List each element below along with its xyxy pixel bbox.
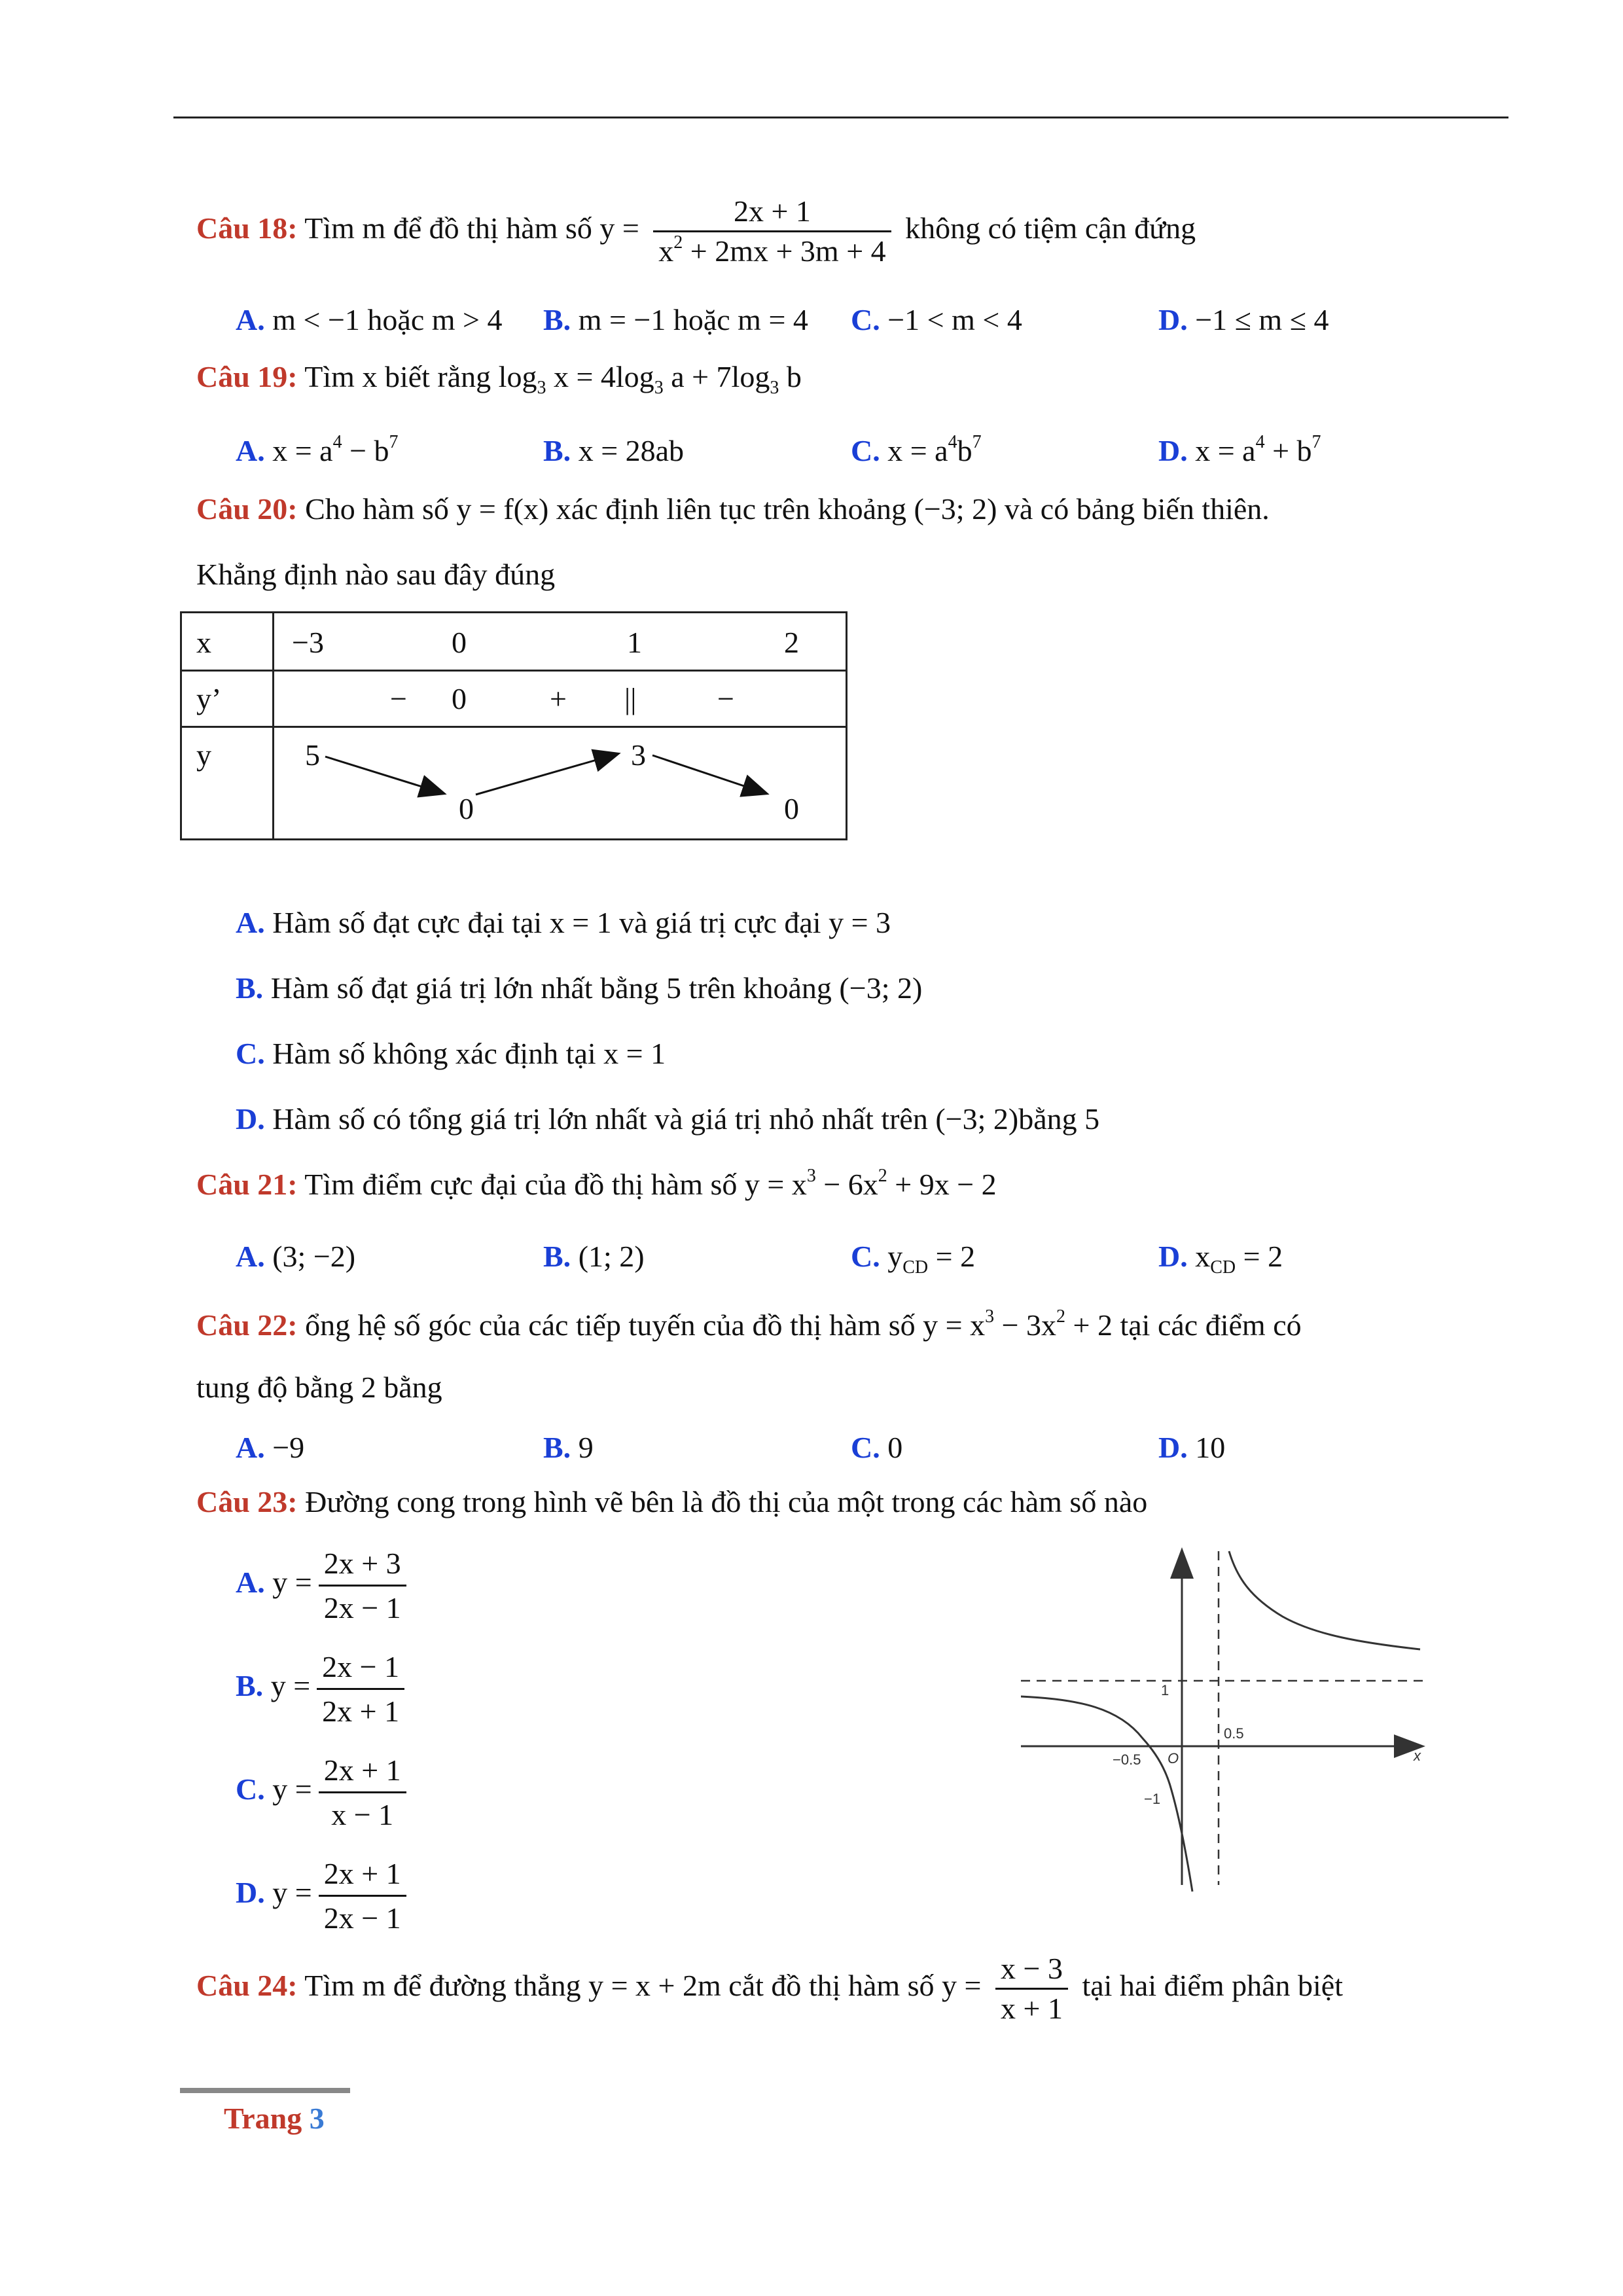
q19-equation xyxy=(498,360,802,398)
q23-b-num: 2x − 1 xyxy=(322,1650,400,1683)
q21-eq-b: − 6x xyxy=(815,1168,878,1201)
q19-c-e1: 4 xyxy=(948,432,957,452)
q18-option-d-label: D. xyxy=(1158,303,1188,336)
q19-sub-3: 3 xyxy=(770,378,779,398)
q19-a-mid: − b xyxy=(342,434,389,467)
page-number: 3 xyxy=(309,2102,325,2135)
table-y-val: 5 xyxy=(305,738,320,772)
q23-label: Câu 23: xyxy=(196,1485,298,1518)
q19-a-e2: 7 xyxy=(389,432,399,452)
table-yp-val: − xyxy=(717,682,734,715)
q22-e2: 2 xyxy=(1056,1306,1066,1327)
q24-text-after: tại hai điểm phân biệt xyxy=(1082,1969,1343,2003)
q19-sub-1: 3 xyxy=(537,378,546,398)
q20-label: Câu 20: xyxy=(196,492,298,526)
q22-option-c-text: 0 xyxy=(887,1431,903,1464)
graph-label-m05: −0.5 xyxy=(1113,1751,1141,1768)
q19-eq-b: x = 4log xyxy=(546,360,654,393)
graph-label-05: 0.5 xyxy=(1224,1725,1244,1742)
q23-c-frac xyxy=(319,1753,406,1832)
q23-b-den: 2x + 1 xyxy=(317,1688,404,1729)
table-yp-val: 0 xyxy=(452,682,467,715)
q23-b-frac xyxy=(317,1649,404,1729)
q24-stem xyxy=(196,1954,1343,2024)
q18-option-c-label: C. xyxy=(851,303,880,336)
q18-option-a-label: A. xyxy=(236,303,265,336)
q20-option-b-text: Hàm số đạt giá trị lớn nhất bằng 5 trên khoảng (−3; 2) xyxy=(270,971,923,1005)
q22-option-c[interactable] xyxy=(851,1430,902,1465)
q20-option-c-text: Hàm số không xác định tại x = 1 xyxy=(272,1037,666,1070)
q19-c-mid: b xyxy=(957,434,972,467)
q23-d-den: 2x − 1 xyxy=(319,1895,406,1935)
q23-a-num: 2x + 3 xyxy=(323,1547,401,1580)
top-rule xyxy=(173,117,1508,118)
q20-option-d-text: Hàm số có tổng giá trị lớn nhất và giá trị nhỏ nhất trên (−3; 2)bằng 5 xyxy=(272,1102,1100,1136)
q23-a-den: 2x − 1 xyxy=(319,1585,406,1625)
q21-option-a[interactable] xyxy=(236,1239,355,1274)
q19-d-base: x = a xyxy=(1195,434,1256,467)
q20-stem xyxy=(196,494,1270,524)
q22-option-d-text: 10 xyxy=(1195,1431,1226,1464)
q22-eq-a: y = x xyxy=(923,1308,986,1342)
q23-option-d-label: D. xyxy=(236,1876,265,1910)
table-y-val: 0 xyxy=(459,792,474,825)
q18-option-d-text: −1 ≤ m ≤ 4 xyxy=(1195,303,1329,336)
q20-option-b[interactable] xyxy=(236,971,922,1005)
table-row-yp-label: y’ xyxy=(196,682,222,715)
arrow-up xyxy=(476,754,617,795)
table-row-x-label: x xyxy=(196,626,211,659)
q23-c-lhs: y = xyxy=(272,1772,312,1806)
q23-b-lhs: y = xyxy=(270,1669,311,1703)
graph-label-x: x xyxy=(1414,1748,1421,1764)
q18-option-c-text: −1 < m < 4 xyxy=(887,303,1022,336)
q23-c-den: x − 1 xyxy=(319,1791,406,1832)
q21-e1: 3 xyxy=(806,1166,816,1186)
q23-option-d[interactable] xyxy=(236,1856,413,1935)
q18-label: Câu 18: xyxy=(196,211,298,245)
q19-b-base: x = 28ab xyxy=(578,434,685,467)
q22-text-after: tại các điểm có xyxy=(1120,1308,1302,1342)
q23-graph xyxy=(1021,1545,1440,1898)
q21-option-a-label: A. xyxy=(236,1240,265,1273)
q19-eq-a: log xyxy=(498,360,537,393)
q21-eq-c: + 9x − 2 xyxy=(887,1168,997,1201)
q22-eq-b: − 3x xyxy=(994,1308,1057,1342)
q21-equation xyxy=(745,1168,997,1201)
q21-option-d-sub: CD xyxy=(1210,1257,1236,1278)
q22-equation xyxy=(923,1308,1113,1342)
q18-option-b-label: B. xyxy=(543,303,571,336)
q20-option-c[interactable] xyxy=(236,1036,666,1071)
q19-option-d-label: D. xyxy=(1158,434,1188,467)
q19-option-a[interactable] xyxy=(236,433,399,468)
q21-option-c-sub: CD xyxy=(902,1257,929,1278)
q20-option-c-label: C. xyxy=(236,1037,265,1070)
q21-option-c[interactable] xyxy=(851,1239,976,1278)
q20-option-a-label: A. xyxy=(236,906,265,939)
q19-a-base: x = a xyxy=(272,434,333,467)
q24-eq: y = x + 2m xyxy=(588,1969,721,2003)
q18-stem xyxy=(196,196,1196,266)
q23-c-num: 2x + 1 xyxy=(323,1753,401,1787)
q19-option-c[interactable] xyxy=(851,433,982,468)
q23-stem xyxy=(196,1487,1147,1517)
q19-d-e2: 7 xyxy=(1311,432,1321,452)
q22-option-a[interactable] xyxy=(236,1430,304,1465)
q19-option-b-label: B. xyxy=(543,434,571,467)
q23-option-a[interactable] xyxy=(236,1546,413,1625)
q18-text-before: Tìm m để đồ thị hàm số y = xyxy=(304,211,639,245)
graph-label-origin: O xyxy=(1168,1750,1179,1767)
variation-table xyxy=(180,611,847,840)
table-arrows xyxy=(180,611,847,840)
page-footer xyxy=(224,2101,325,2136)
q19-option-d[interactable] xyxy=(1158,433,1321,468)
q19-label: Câu 19: xyxy=(196,360,298,393)
q21-option-c-text: y xyxy=(887,1240,903,1273)
table-y-val: 3 xyxy=(631,738,646,772)
q19-option-c-label: C. xyxy=(851,434,880,467)
q18-frac-num: 2x + 1 xyxy=(733,194,811,228)
q19-d-mid: + b xyxy=(1264,434,1312,467)
q18-option-d[interactable] xyxy=(1158,302,1329,337)
q21-e2: 2 xyxy=(878,1166,887,1186)
q22-e1: 3 xyxy=(985,1306,995,1327)
table-y-val: 0 xyxy=(784,792,799,825)
q22-label: Câu 22: xyxy=(196,1308,298,1342)
q18-option-a-text: m < −1 hoặc m > 4 xyxy=(272,303,503,336)
q22-text: ổng hệ số góc của các tiếp tuyến của đồ thị hàm số xyxy=(305,1308,916,1342)
table-x-val: 1 xyxy=(627,626,642,659)
q18-option-b-text: m = −1 hoặc m = 4 xyxy=(578,303,808,336)
q21-text: Tìm điểm cực đại của đồ thị hàm số xyxy=(304,1168,738,1201)
q23-text: Đường cong trong hình vẽ bên là đồ thị của một trong các hàm số nào xyxy=(305,1485,1148,1518)
q23-a-frac xyxy=(319,1546,406,1625)
q19-a-e1: 4 xyxy=(332,432,342,452)
q20-option-a[interactable] xyxy=(236,905,891,940)
q21-option-d-tail: = 2 xyxy=(1236,1240,1283,1273)
arrow-down-2 xyxy=(652,755,766,793)
q24-num: x − 3 xyxy=(1001,1952,1063,1985)
table-yp-val: || xyxy=(624,682,637,715)
graph-label-1: 1 xyxy=(1161,1682,1169,1698)
q20-option-d-label: D. xyxy=(236,1102,265,1136)
q24-text: Tìm m để đường thẳng xyxy=(304,1969,581,2003)
q21-option-b-text: (1; 2) xyxy=(578,1240,645,1273)
q21-option-c-label: C. xyxy=(851,1240,880,1273)
q20-option-a-text: Hàm số đạt cực đại tại x = 1 và giá trị cực đại y = 3 xyxy=(272,906,891,939)
q23-d-num: 2x + 1 xyxy=(323,1857,401,1890)
curve-right-branch xyxy=(1229,1551,1420,1649)
q18-text-after: không có tiệm cận đứng xyxy=(905,211,1196,245)
q22-option-d-label: D. xyxy=(1158,1431,1188,1464)
q18-fraction xyxy=(653,196,891,266)
q23-option-c-label: C. xyxy=(236,1772,265,1806)
q21-option-d-text: x xyxy=(1195,1240,1211,1273)
graph-label-m1: −1 xyxy=(1144,1791,1161,1807)
q19-eq-d: b xyxy=(779,360,802,393)
q21-option-d-label: D. xyxy=(1158,1240,1188,1273)
table-x-val: 0 xyxy=(452,626,467,659)
q21-option-c-tail: = 2 xyxy=(928,1240,976,1273)
q21-option-b-label: B. xyxy=(543,1240,571,1273)
table-yp-val: + xyxy=(550,682,567,715)
q24-label: Câu 24: xyxy=(196,1969,298,2003)
footer-label: Trang xyxy=(224,2102,302,2135)
table-yp-val: − xyxy=(390,682,407,715)
curve-left-branch xyxy=(1021,1696,1192,1892)
q21-label: Câu 21: xyxy=(196,1168,298,1201)
q19-sub-2: 3 xyxy=(654,378,664,398)
q23-d-lhs: y = xyxy=(272,1876,312,1910)
q22-stem xyxy=(196,1306,1302,1342)
q22-option-c-label: C. xyxy=(851,1431,880,1464)
q18-den-exp: 2 xyxy=(673,232,683,253)
q21-option-d[interactable] xyxy=(1158,1239,1283,1278)
q24-text-mid: cắt đồ thị hàm số y = xyxy=(728,1969,982,2003)
q18-option-c[interactable] xyxy=(851,302,1022,337)
arrow-down-1 xyxy=(325,757,443,793)
q21-option-b[interactable] xyxy=(543,1239,645,1274)
q18-option-a[interactable] xyxy=(236,302,502,337)
q19-stem xyxy=(196,360,802,398)
q22-eq-c: + 2 xyxy=(1065,1308,1113,1342)
q24-fraction xyxy=(995,1954,1068,2024)
q23-d-frac xyxy=(319,1856,406,1935)
q18-den-b: + 2mx + 3m + 4 xyxy=(683,234,886,268)
q23-option-a-label: A. xyxy=(236,1566,265,1600)
q22-option-a-label: A. xyxy=(236,1431,265,1464)
q20-option-b-label: B. xyxy=(236,971,264,1005)
q24-den: x + 1 xyxy=(995,1988,1068,2024)
q23-option-c[interactable] xyxy=(236,1753,413,1832)
q22-option-b[interactable] xyxy=(543,1430,594,1465)
q23-option-b[interactable] xyxy=(236,1649,411,1729)
table-x-val: −3 xyxy=(292,626,324,659)
q19-option-a-label: A. xyxy=(236,434,265,467)
q22-option-a-text: −9 xyxy=(272,1431,305,1464)
q22-option-b-text: 9 xyxy=(578,1431,594,1464)
q19-c-e2: 7 xyxy=(972,432,982,452)
q19-eq-c: a + 7log xyxy=(663,360,770,393)
q18-frac-den xyxy=(653,230,891,266)
q22-option-d[interactable] xyxy=(1158,1430,1225,1465)
q21-option-a-text: (3; −2) xyxy=(272,1240,356,1273)
q20-stem-2: Khẳng định nào sau đây đúng xyxy=(196,558,556,591)
q18-option-b[interactable] xyxy=(543,302,808,337)
q19-d-e1: 4 xyxy=(1255,432,1265,452)
q23-a-lhs: y = xyxy=(272,1566,312,1600)
q22-option-b-label: B. xyxy=(543,1431,571,1464)
q23-option-b-label: B. xyxy=(236,1669,264,1703)
q20-option-d[interactable] xyxy=(236,1102,1099,1136)
q18-den-a: x xyxy=(658,234,674,268)
table-x-val: 2 xyxy=(784,626,799,659)
q20-text: Cho hàm số y = f(x) xác định liên tục trên khoảng (−3; 2) và có bảng biến thiên. xyxy=(305,492,1270,526)
q21-eq-a: y = x xyxy=(744,1168,807,1201)
q21-stem xyxy=(196,1166,997,1201)
q19-c-base: x = a xyxy=(887,434,948,467)
table-row-y-label: y xyxy=(196,738,211,772)
footer-bar xyxy=(180,2088,350,2093)
q22-stem-2: tung độ bằng 2 bằng xyxy=(196,1371,442,1404)
q19-text: Tìm x biết rằng xyxy=(304,360,491,393)
q19-option-b[interactable] xyxy=(543,433,684,468)
